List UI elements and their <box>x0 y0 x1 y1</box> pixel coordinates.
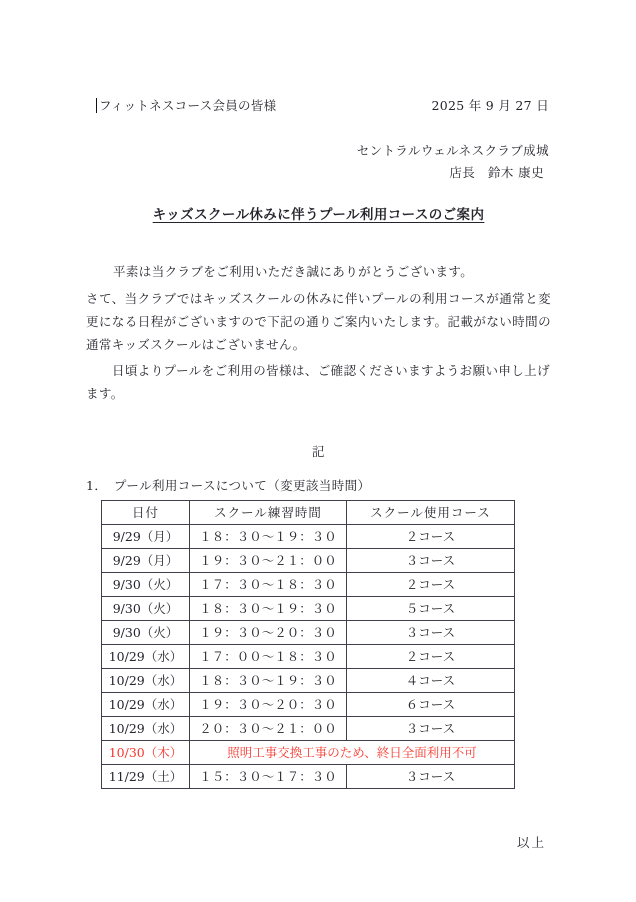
cell-date: 10/30（木） <box>102 741 190 765</box>
cell-course: ５コース <box>347 597 515 621</box>
table-row <box>102 741 515 765</box>
table-header-row <box>102 501 515 525</box>
cell-time: １９：３０～２０：３０ <box>190 621 347 645</box>
document-content <box>0 97 636 851</box>
cell-date: 10/29（水） <box>102 645 190 669</box>
cell-date: 10/29（水） <box>102 717 190 741</box>
cell-course: ６コース <box>347 693 515 717</box>
manager-name: 店長 鈴木 康史 <box>449 165 544 180</box>
cell-date: 10/29（水） <box>102 693 190 717</box>
header-course: スクール使用コース <box>347 501 515 525</box>
paragraph-announcement: さて、当クラブではキッズスクールの休みに伴いプールの利用コースが通常と変更になる日程がございますので下記の通りご案内いたします。記載がない時間の通常キッズスクールはございません。 <box>86 291 551 352</box>
cell-date: 9/30（火） <box>102 597 190 621</box>
header-time: スクール練習時間 <box>190 501 347 525</box>
cell-date: 9/30（火） <box>102 621 190 645</box>
cell-time: １８：３０～１９：３０ <box>190 525 347 549</box>
cell-course: ２コース <box>347 573 515 597</box>
header-date: 日付 <box>102 501 190 525</box>
cell-time: １５：３０～１７：３０ <box>190 765 347 789</box>
club-name: セントラルウェルネスクラブ成城 <box>356 143 549 158</box>
cell-course: ２コース <box>347 645 515 669</box>
cell-time: １９：３０～２１：００ <box>190 549 347 573</box>
cell-course: ２コース <box>347 525 515 549</box>
table-row <box>102 645 515 669</box>
cell-date: 9/30（火） <box>102 573 190 597</box>
cell-date: 9/29（月） <box>102 549 190 573</box>
table-row <box>102 669 515 693</box>
pool-schedule-table <box>101 500 515 789</box>
cell-course: ３コース <box>347 621 515 645</box>
section1-heading: 1． プール利用コースについて（変更該当時間） <box>86 478 371 493</box>
cell-course: ３コース <box>347 717 515 741</box>
recipient-text: フィットネスコース会員の皆様 <box>99 98 277 113</box>
table-row <box>102 525 515 549</box>
cell-date: 10/29（水） <box>102 669 190 693</box>
header-row <box>86 97 551 114</box>
cell-time: １９：３０～２０：３０ <box>190 693 347 717</box>
table-body <box>102 525 515 789</box>
recipient-line <box>86 97 276 114</box>
closing-marker: 以上 <box>516 835 546 850</box>
table-row <box>102 597 515 621</box>
cell-course: ３コース <box>347 549 515 573</box>
paragraph-thanks: 平素は当クラブをご利用いただき誠にありがとうございます。 <box>113 264 474 279</box>
table-row <box>102 573 515 597</box>
paragraph-request: 日頃よりプールをご利用の皆様は、ご確認くださいますようお願い申し上げます。 <box>86 363 550 401</box>
cell-time: ２０：３０～２１：００ <box>190 717 347 741</box>
cell-time: １７：００～１８：３０ <box>190 645 347 669</box>
cell-date: 11/29（土） <box>102 765 190 789</box>
cell-course: ３コース <box>347 765 515 789</box>
cell-notice: 照明工事交換工事のため、終日全面利用不可 <box>190 741 515 765</box>
cell-time: １８：３０～１９：３０ <box>190 669 347 693</box>
table-row <box>102 717 515 741</box>
text-cursor <box>96 98 97 113</box>
document-date: 2025 年 9 月 27 日 <box>431 98 549 113</box>
cell-course: ４コース <box>347 669 515 693</box>
document-title: キッズスクール休みに伴うプール利用コースのご案内 <box>152 207 485 223</box>
cell-time: １８：３０～１９：３０ <box>190 597 347 621</box>
table-row <box>102 549 515 573</box>
record-marker: 記 <box>312 444 325 459</box>
cell-time: １７：３０～１８：３０ <box>190 573 347 597</box>
table-row <box>102 765 515 789</box>
cell-date: 9/29（月） <box>102 525 190 549</box>
table-row <box>102 693 515 717</box>
table-row <box>102 621 515 645</box>
